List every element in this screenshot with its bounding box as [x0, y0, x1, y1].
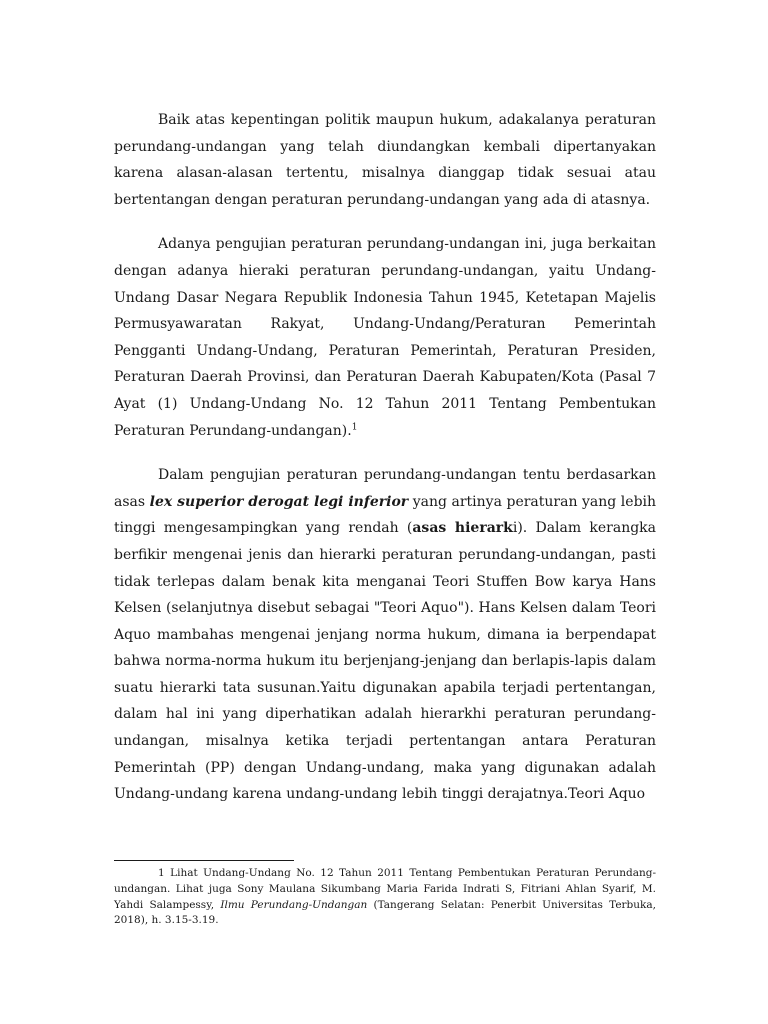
paragraph-2: [114, 231, 656, 444]
body-text: [114, 107, 656, 808]
paragraph-3-mid: yang artinya peraturan yang lebih tinggi mengesampingkan yang rendah (: [114, 493, 657, 537]
paragraph-3-rest: ). Dalam kerangka berfikir mengenai jenis dan hierarki peraturan perundang-undangan, pasti tidak terlepas dalam benak kita menganai Teori Stuffen Bow karya Hans Kelsen (selanjutnya disebut sebagai "Teori Aquo"). Hans Kelsen dalam Teori Aquo mambahas mengenai jenjang norma hukum, dimana ia berpendapat bahwa norma-norma hukum itu berjenjang-jenjang dan berlapis-lapis dalam suatu hierarki tata susunan.Yaitu digunakan apabila terjadi pertentangan, dalam hal ini yang diperhatikan adalah hierarkhi peraturan perundang-undangan, misalnya ketika terjadi pertentangan antara Peraturan Pemerintah (PP) dengan Undang-undang, maka yang digunakan adalah Undang-undang karena undang-undang lebih tinggi derajatnya.Teori Aquo: [114, 520, 657, 803]
footnote-number: 1: [158, 867, 165, 879]
paragraph-3: [114, 462, 656, 808]
footnote: [114, 866, 656, 929]
footnote-separator: [114, 860, 294, 861]
paragraph-3-intro: Dalam pengujian peraturan perundang-undangan tentu berdasarkan asas: [114, 467, 656, 510]
footnote-text: Lihat Undang-Undang No. 12 Tahun 2011 Tentang Pembentukan Peraturan Perundang-undangan. Lihat juga Sony Maulana Sikumbang Maria Farida Indrati S, Fitriani Ahlan Syarif, M. Yahdi Salampessy,: [114, 867, 656, 911]
paragraph-1-text: Baik atas kepentingan politik maupun hukum, adakalanya peraturan perundang-undangan yang telah diundangkan kembali dipertanyakan karena alasan-alasan tertentu, misalnya dianggap tidak sesuai atau bertentangan dengan peraturan perundang-undangan yang ada di atasnya.: [114, 112, 656, 208]
footnote-book-title: Ilmu Perundang-Undangan: [220, 898, 368, 911]
paragraph-1: [114, 107, 656, 213]
footnote-publication: (Tangerang Selatan: Penerbit Universitas Terbuka, 2018), h. 3.15-3.19.: [114, 898, 657, 927]
legal-maxim: lex superior derogat legi inferior: [149, 493, 409, 510]
asas-term-tail: i: [512, 520, 518, 537]
footnote-reference[interactable]: 1: [351, 421, 358, 432]
asas-term: asas hierark: [412, 520, 513, 537]
paragraph-2-text: Adanya pengujian peraturan perundang-undangan ini, juga berkaitan dengan adanya hieraki peraturan perundang-undangan, yaitu Undang-Undang Dasar Negara Republik Indonesia Tahun 1945, Ketetapan Majelis Permusyawaratan Rakyat, Undang-Undang/Peraturan Pemerintah Pengganti Undang-Undang, Peraturan Pemerintah, Peraturan Presiden, Peraturan Daerah Provinsi, dan Peraturan Daerah Kabupaten/Kota (Pasal 7 Ayat (1) Undang-Undang No. 12 Tahun 2011 Tentang Pembentukan Peraturan Perundang-undangan).: [114, 236, 656, 439]
